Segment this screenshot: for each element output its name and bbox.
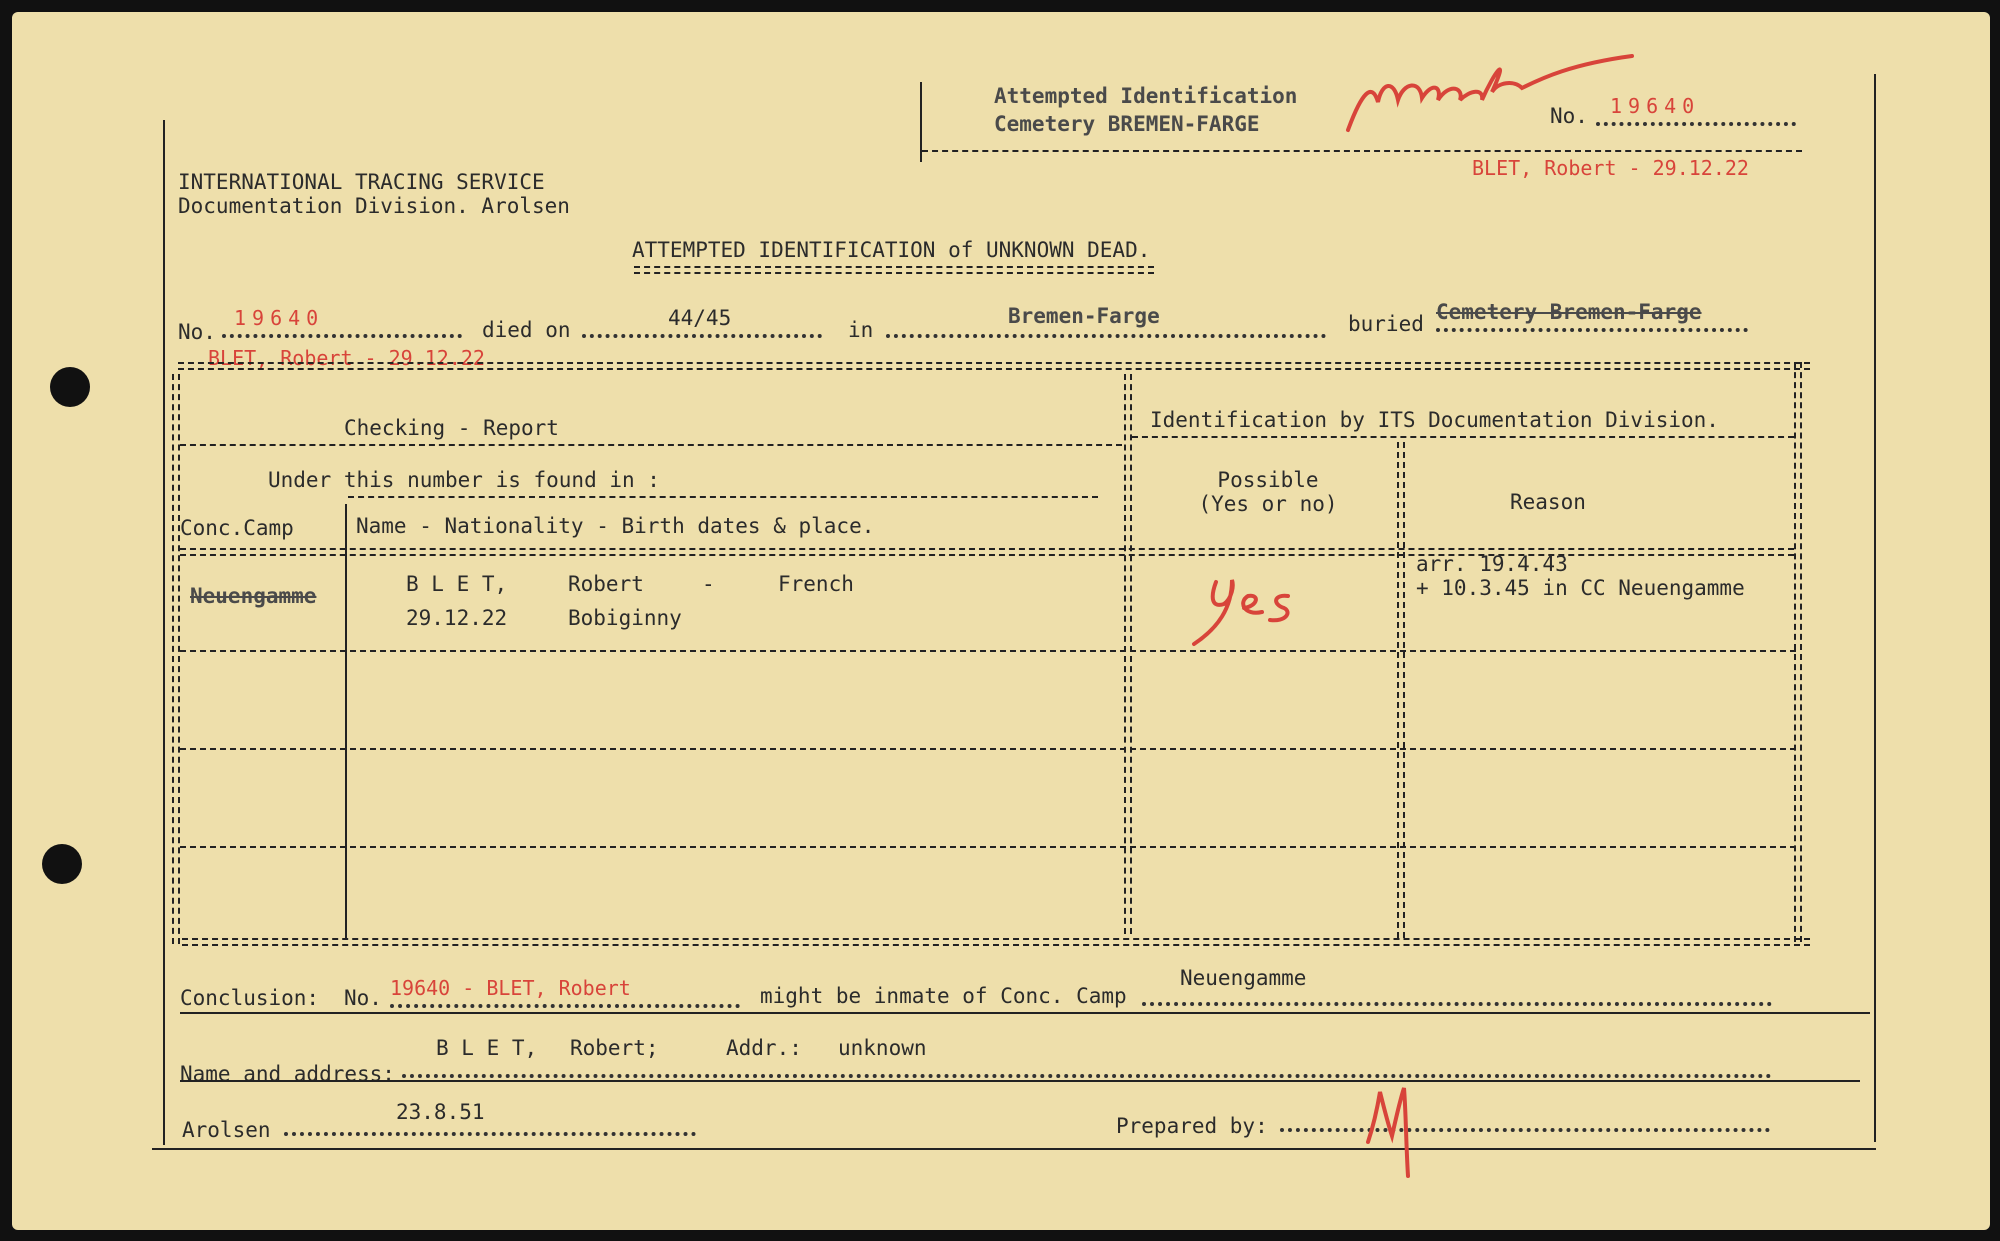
row-birthdate: 29.12.22 [406, 606, 508, 630]
handwritten-yes-text: yes [1188, 553, 1217, 572]
handwritten-yes [1188, 553, 1328, 648]
row-separator-3 [180, 846, 1796, 848]
buried-label: buried [1348, 312, 1424, 336]
table-right-border [1794, 362, 1802, 942]
footer-date-dots [284, 1132, 696, 1136]
record-no-value: 19640 [234, 306, 325, 330]
prepared-by-dots [1280, 1128, 1770, 1132]
conclusion-label: Conclusion: [180, 986, 320, 1010]
conclusion-no-label: No. [344, 986, 382, 1010]
col-name-header: Name - Nationality - Birth dates & place. [356, 514, 875, 538]
checking-report-header: Checking - Report [344, 416, 559, 440]
record-name-ref: BLET, Robert - 29.12.22 [208, 346, 485, 370]
row-camp: Neuengamme [190, 584, 317, 608]
footer-date: 23.8.51 [396, 1100, 485, 1124]
in-label: in [848, 318, 874, 342]
row-reason-line-2: + 10.3.45 in CC Neuengamme [1416, 576, 1745, 600]
buried-dots [1436, 328, 1748, 332]
top-number-label: No. [1550, 104, 1588, 128]
name-address-surname: B L E T, [436, 1036, 538, 1060]
in-dots [886, 334, 1326, 338]
card-right-border [1874, 74, 1876, 1142]
row-dash: - [702, 572, 715, 596]
row-separator-2 [180, 748, 1796, 750]
row-reason-line-1: arr. 19.4.43 [1416, 552, 1568, 576]
handwritten-initial-text: M [1364, 1069, 1374, 1088]
table-divider-possible [1397, 442, 1405, 938]
top-number-dots [1596, 122, 1796, 126]
index-card [12, 12, 1990, 1230]
handwritten-made-text: made [1342, 27, 1381, 46]
conclusion-camp-dots [1142, 1002, 1772, 1006]
footer-place: Arolsen [182, 1118, 271, 1142]
name-address-dots [402, 1074, 1772, 1078]
reason-header: Reason [1510, 490, 1586, 514]
under-number-label: Under this number is found in : [268, 468, 660, 492]
possible-subheader: (Yes or no) [1198, 492, 1338, 516]
title-underline [634, 266, 1154, 274]
conclusion-might-be: might be inmate of Conc. Camp [760, 984, 1127, 1008]
conclusion-no-value: 19640 - BLET, Robert [390, 976, 631, 1000]
table-header-line-left [180, 444, 1122, 446]
handwritten-made [1342, 27, 1642, 142]
table-bottom-border [182, 938, 1810, 946]
died-value: 44/45 [668, 306, 732, 330]
conclusion-no-dots [390, 1004, 740, 1008]
possible-header: Possible [1217, 468, 1319, 492]
name-address-line [180, 1080, 1860, 1082]
org-line-2: Documentation Division. Arolsen [178, 194, 570, 218]
buried-value: Cemetery Bremen-Farge [1436, 300, 1702, 324]
row-firstname: Robert [568, 572, 644, 596]
top-number-value: 19640 [1610, 94, 1701, 118]
addr-value: unknown [838, 1036, 927, 1060]
table-left-border [172, 374, 180, 944]
conclusion-camp: Neuengamme [1180, 966, 1307, 990]
record-no-dots [222, 334, 462, 338]
identification-header: Identification by ITS Documentation Division. [1150, 408, 1719, 432]
row-surname: B L E T, [406, 572, 508, 596]
table-divider-main [1124, 374, 1132, 934]
record-no-label: No. [178, 320, 216, 344]
conclusion-line [180, 1012, 1870, 1014]
card-bottom-border [152, 1148, 1876, 1150]
punch-hole-top [50, 367, 90, 407]
form-title: ATTEMPTED IDENTIFICATION of UNKNOWN DEAD. [632, 238, 1151, 262]
died-dots [582, 334, 822, 338]
table-header-line-right [1132, 436, 1794, 438]
in-value: Bremen-Farge [1008, 304, 1160, 328]
addr-label: Addr.: [726, 1036, 802, 1060]
name-address-firstname: Robert; [570, 1036, 659, 1060]
stamp-box-bottom [922, 150, 1802, 152]
punch-hole-bottom [42, 844, 82, 884]
under-number-line [348, 496, 1098, 498]
org-line-1: INTERNATIONAL TRACING SERVICE [178, 170, 545, 194]
died-label: died on [482, 318, 571, 342]
name-address-label: Name and address: [180, 1062, 395, 1086]
stamp-line-1: Attempted Identification [994, 84, 1298, 108]
row-separator-1 [180, 650, 1796, 652]
prepared-by-label: Prepared by: [1116, 1114, 1268, 1138]
col-camp-header: Conc.Camp [180, 516, 294, 540]
handwritten-initial [1364, 1069, 1424, 1180]
table-top-border [178, 362, 1810, 370]
top-name-ref: BLET, Robert - 29.12.22 [1472, 156, 1749, 180]
row-nationality: French [778, 572, 854, 596]
row-birthplace: Bobiginny [568, 606, 682, 630]
stamp-line-2: Cemetery BREMEN-FARGE [994, 112, 1260, 136]
card-left-border [163, 120, 165, 1145]
table-divider-camp [345, 504, 347, 940]
